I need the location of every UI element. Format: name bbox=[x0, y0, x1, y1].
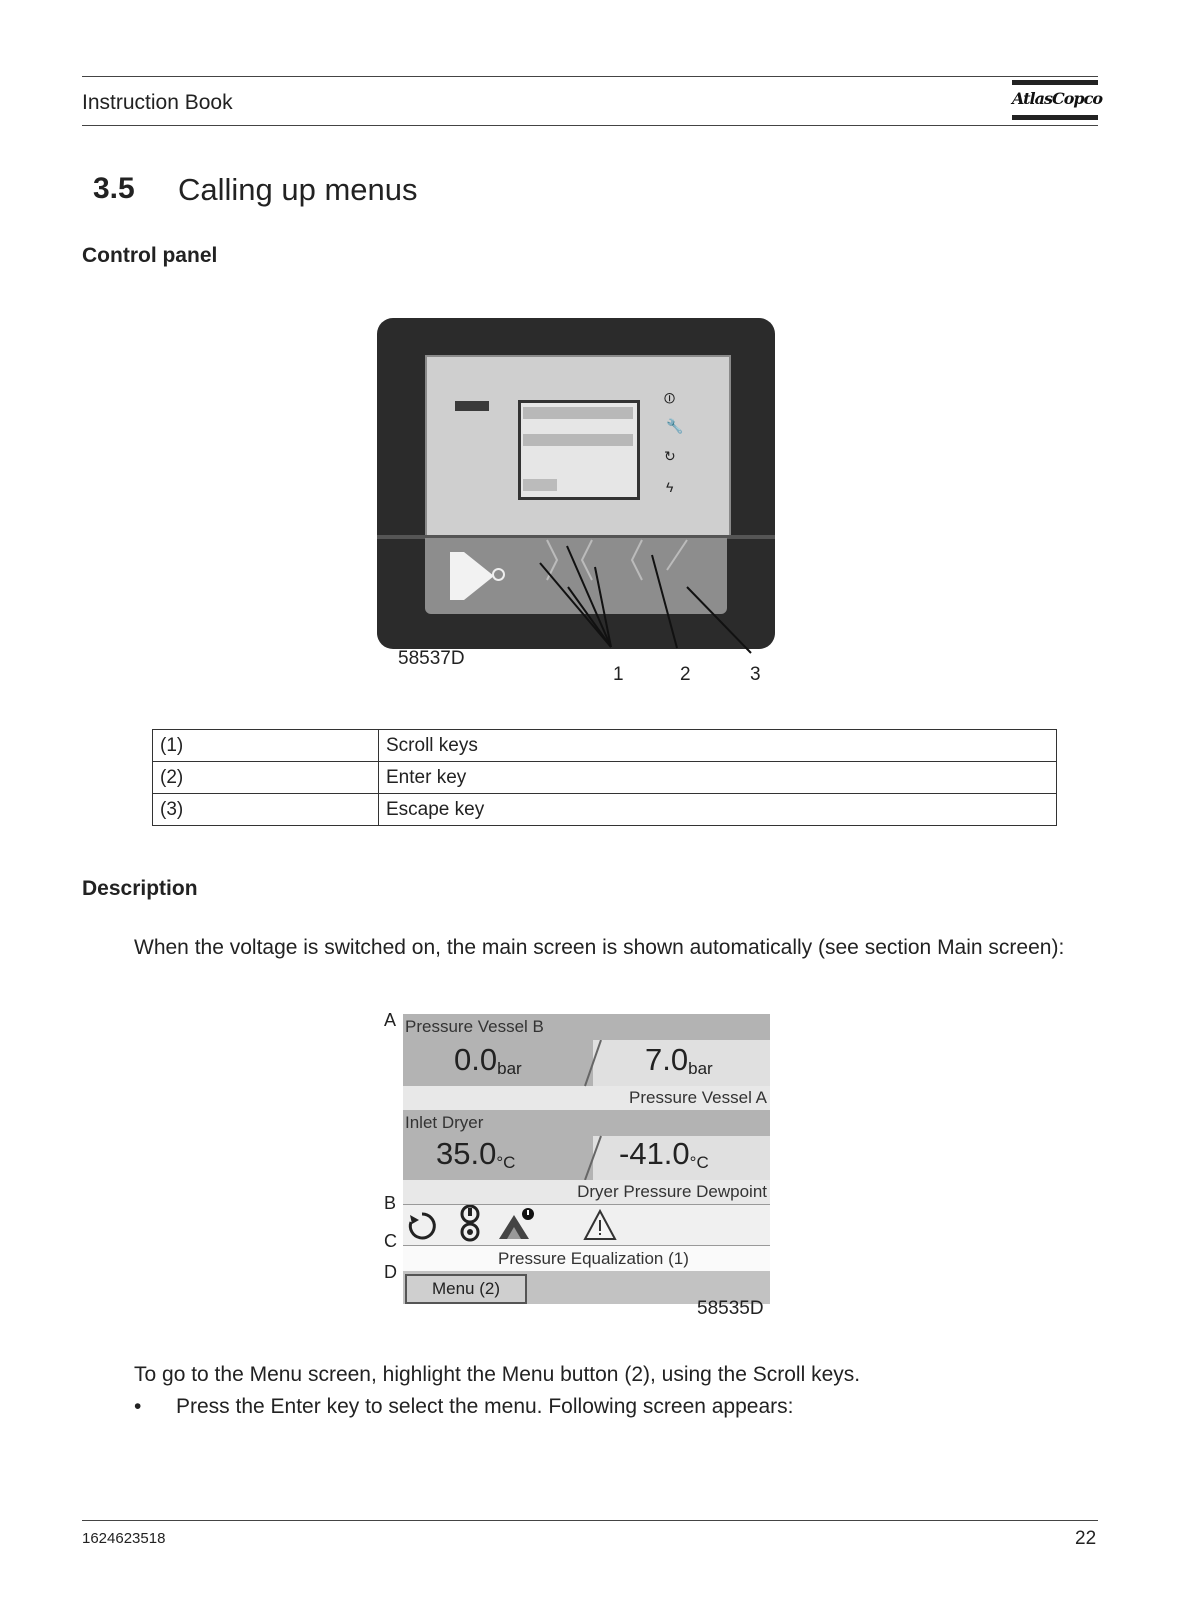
brand-logo bbox=[1012, 80, 1102, 124]
status-icons-row bbox=[403, 1204, 770, 1245]
marker-d: D bbox=[384, 1262, 397, 1282]
callout-1: 1 bbox=[613, 664, 624, 685]
rotating-arrows-icon bbox=[407, 1211, 437, 1241]
wrench-icon: 🔧 bbox=[666, 418, 684, 434]
main-screen-figure-code: 58535D bbox=[697, 1298, 764, 1319]
vessel-a-unit: bar bbox=[688, 1059, 713, 1078]
legend-ref: (3) bbox=[153, 794, 379, 826]
marker-a: A bbox=[384, 1010, 397, 1030]
key-legend-table bbox=[152, 729, 1057, 826]
vessel-b-reading bbox=[454, 1042, 522, 1078]
inlet-dryer-label: Inlet Dryer bbox=[405, 1113, 484, 1132]
control-panel-figure-code: 58537D bbox=[398, 648, 465, 669]
status-message: Pressure Equalization (1) bbox=[498, 1249, 689, 1268]
main-screen-figure bbox=[403, 1014, 770, 1298]
panel-lcd bbox=[518, 400, 640, 500]
vessel-a-reading bbox=[645, 1042, 713, 1078]
legend-label: Enter key bbox=[379, 762, 1057, 794]
header-top-rule bbox=[82, 76, 1098, 77]
callout-3: 3 bbox=[750, 664, 761, 685]
table-row bbox=[153, 730, 1057, 762]
legend-label: Escape key bbox=[379, 794, 1057, 826]
two-dials-icon bbox=[459, 1205, 481, 1243]
dewpoint-unit: °C bbox=[689, 1153, 709, 1172]
mini-brand-logo bbox=[455, 401, 489, 411]
legend-ref: (1) bbox=[153, 730, 379, 762]
footer-page-number: 22 bbox=[1075, 1528, 1097, 1549]
inlet-dryer-value: 35.0 bbox=[436, 1136, 497, 1171]
header-bottom-rule bbox=[82, 125, 1098, 126]
brand-logo-text: AtlasCopco bbox=[1012, 89, 1102, 108]
callout-2: 2 bbox=[680, 664, 691, 685]
vessel-a-value: 7.0 bbox=[645, 1042, 689, 1077]
section-number: 3.5 bbox=[93, 172, 135, 205]
vessel-b-value: 0.0 bbox=[454, 1042, 498, 1077]
footer-doc-number: 1624623518 bbox=[82, 1530, 166, 1547]
marker-c: C bbox=[384, 1231, 397, 1251]
dewpoint-label: Dryer Pressure Dewpoint bbox=[577, 1182, 767, 1201]
vessel-a-label: Pressure Vessel A bbox=[629, 1088, 767, 1107]
dewpoint-value: -41.0 bbox=[619, 1136, 690, 1171]
description-heading: Description bbox=[82, 877, 198, 900]
instruction-line-1: To go to the Menu screen, highlight the Menu button (2), using the Scroll keys. bbox=[134, 1363, 861, 1386]
instruction-line-2: Press the Enter key to select the menu. Following screen appears: bbox=[176, 1395, 794, 1418]
dewpoint-reading bbox=[619, 1136, 709, 1172]
inlet-dryer-unit: °C bbox=[496, 1153, 516, 1172]
auto-restart-icon: ↻ bbox=[664, 448, 676, 464]
power-indicator-icon: ⏼ bbox=[664, 390, 676, 406]
inlet-dryer-reading bbox=[436, 1136, 515, 1172]
table-row bbox=[153, 794, 1057, 826]
description-intro: When the voltage is switched on, the main screen is shown automatically (see section Main screen): bbox=[134, 936, 1065, 959]
status-message-bar bbox=[403, 1245, 770, 1272]
table-row bbox=[153, 762, 1057, 794]
warning-triangle-icon bbox=[583, 1209, 617, 1241]
legend-ref: (2) bbox=[153, 762, 379, 794]
vessel-b-unit: bar bbox=[497, 1059, 522, 1078]
menu-button[interactable]: Menu (2) bbox=[405, 1274, 527, 1304]
section-title: Calling up menus bbox=[178, 172, 418, 207]
vessel-b-label: Pressure Vessel B bbox=[405, 1017, 544, 1036]
mountain-alert-icon bbox=[497, 1207, 537, 1243]
bullet: • bbox=[134, 1395, 142, 1418]
footer-rule bbox=[82, 1520, 1098, 1521]
marker-b: B bbox=[384, 1193, 397, 1213]
control-panel-heading: Control panel bbox=[82, 244, 218, 267]
header-title: Instruction Book bbox=[82, 91, 233, 114]
voltage-icon: ϟ bbox=[666, 479, 674, 495]
legend-label: Scroll keys bbox=[379, 730, 1057, 762]
